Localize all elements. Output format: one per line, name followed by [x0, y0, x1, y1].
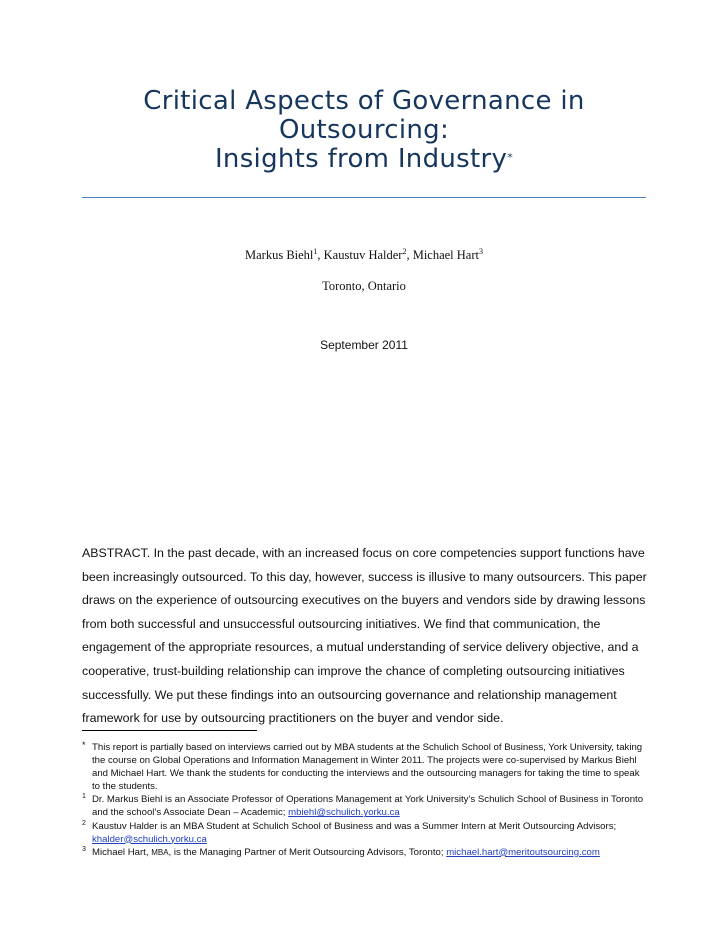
author-superscript: 2: [402, 247, 407, 256]
email-link[interactable]: mbiehl@schulich.yorku.ca: [288, 807, 400, 819]
title-footnote-marker: *: [507, 151, 514, 164]
title-underline: [82, 197, 646, 198]
author-list: [82, 247, 646, 263]
title-line-1: Critical Aspects of Governance in: [143, 86, 585, 116]
author-separator: ,: [317, 248, 324, 263]
paper-title: [82, 87, 646, 174]
footnote-marker: 3: [82, 845, 86, 853]
email-link[interactable]: khalder@schulich.yorku.ca: [92, 833, 207, 845]
footnote-2: [82, 820, 648, 846]
footnote-text: Kaustuv Halder is an MBA Student at Schulich School of Business and was a Summer Intern at Merit Outsourcing Advisors;: [92, 820, 617, 832]
footnote-text: Dr. Markus Biehl is an Associate Professor of Operations Management at York University’s Schulich School of Business in Toronto and the school’s Associate Dean – Academic;: [92, 794, 644, 819]
email-link[interactable]: michael.hart@meritoutsourcing.com: [446, 846, 600, 858]
footnote-separator: [82, 730, 257, 731]
footnote-1: [82, 793, 648, 819]
author-name: Markus Biehl: [245, 248, 314, 263]
footnote-marker: 1: [82, 793, 86, 801]
footnote-marker: *: [82, 740, 86, 750]
date: September 2011: [320, 338, 408, 352]
footnote-star: [82, 741, 648, 793]
title-line-3: [82, 145, 646, 174]
footnotes: [82, 732, 648, 859]
degree-abbrev: MBA: [151, 847, 169, 857]
author-superscript: 3: [479, 247, 483, 256]
location: Toronto, Ontario: [322, 279, 406, 293]
footnote-marker: 2: [82, 819, 86, 827]
footnote-text: Michael Hart,: [92, 846, 152, 858]
footnote-3: [82, 846, 648, 859]
title-line-2: Outsourcing:: [278, 115, 450, 145]
author-separator: ,: [406, 248, 413, 263]
author-name: Kaustuv Halder: [323, 248, 403, 263]
abstract: ABSTRACT. In the past decade, with an increased focus on core competencies support functions have been increasingly outsourced. To this day, however, success is illusive to many outsourcers. This paper draws on the experience of outsourcing executives on the buyers and vendors side by drawing lessons from both successful and unsuccessful outsourcing initiatives. We find that communication, the engagement of the appropriate resources, a mutual understanding of service delivery objective, and a cooperative, trust-building relationship can improve the chance of completing outsourcing initiatives successfully. We put these findings into an outsourcing governance and relationship management framework for use by outsourcing practitioners on the buyer and vendor side.: [82, 546, 647, 726]
title-line-3-text: Insights from Industry: [214, 144, 508, 174]
footnote-text: This report is partially based on interviews carried out by MBA students at the Schulich School of Business, York University, taking the course on Global Operations and Information Management in Winter 2011. The projects were co-supervised by Markus Biehl and Michael Hart. We thank the students for conducting the interviews and the outsourcing managers for taking the time to speak to the students.: [92, 742, 643, 793]
footnote-text: , is the Managing Partner of Merit Outsourcing Advisors, Toronto;: [168, 846, 447, 858]
author-superscript: 1: [313, 247, 318, 256]
author-name: Michael Hart: [412, 248, 479, 263]
